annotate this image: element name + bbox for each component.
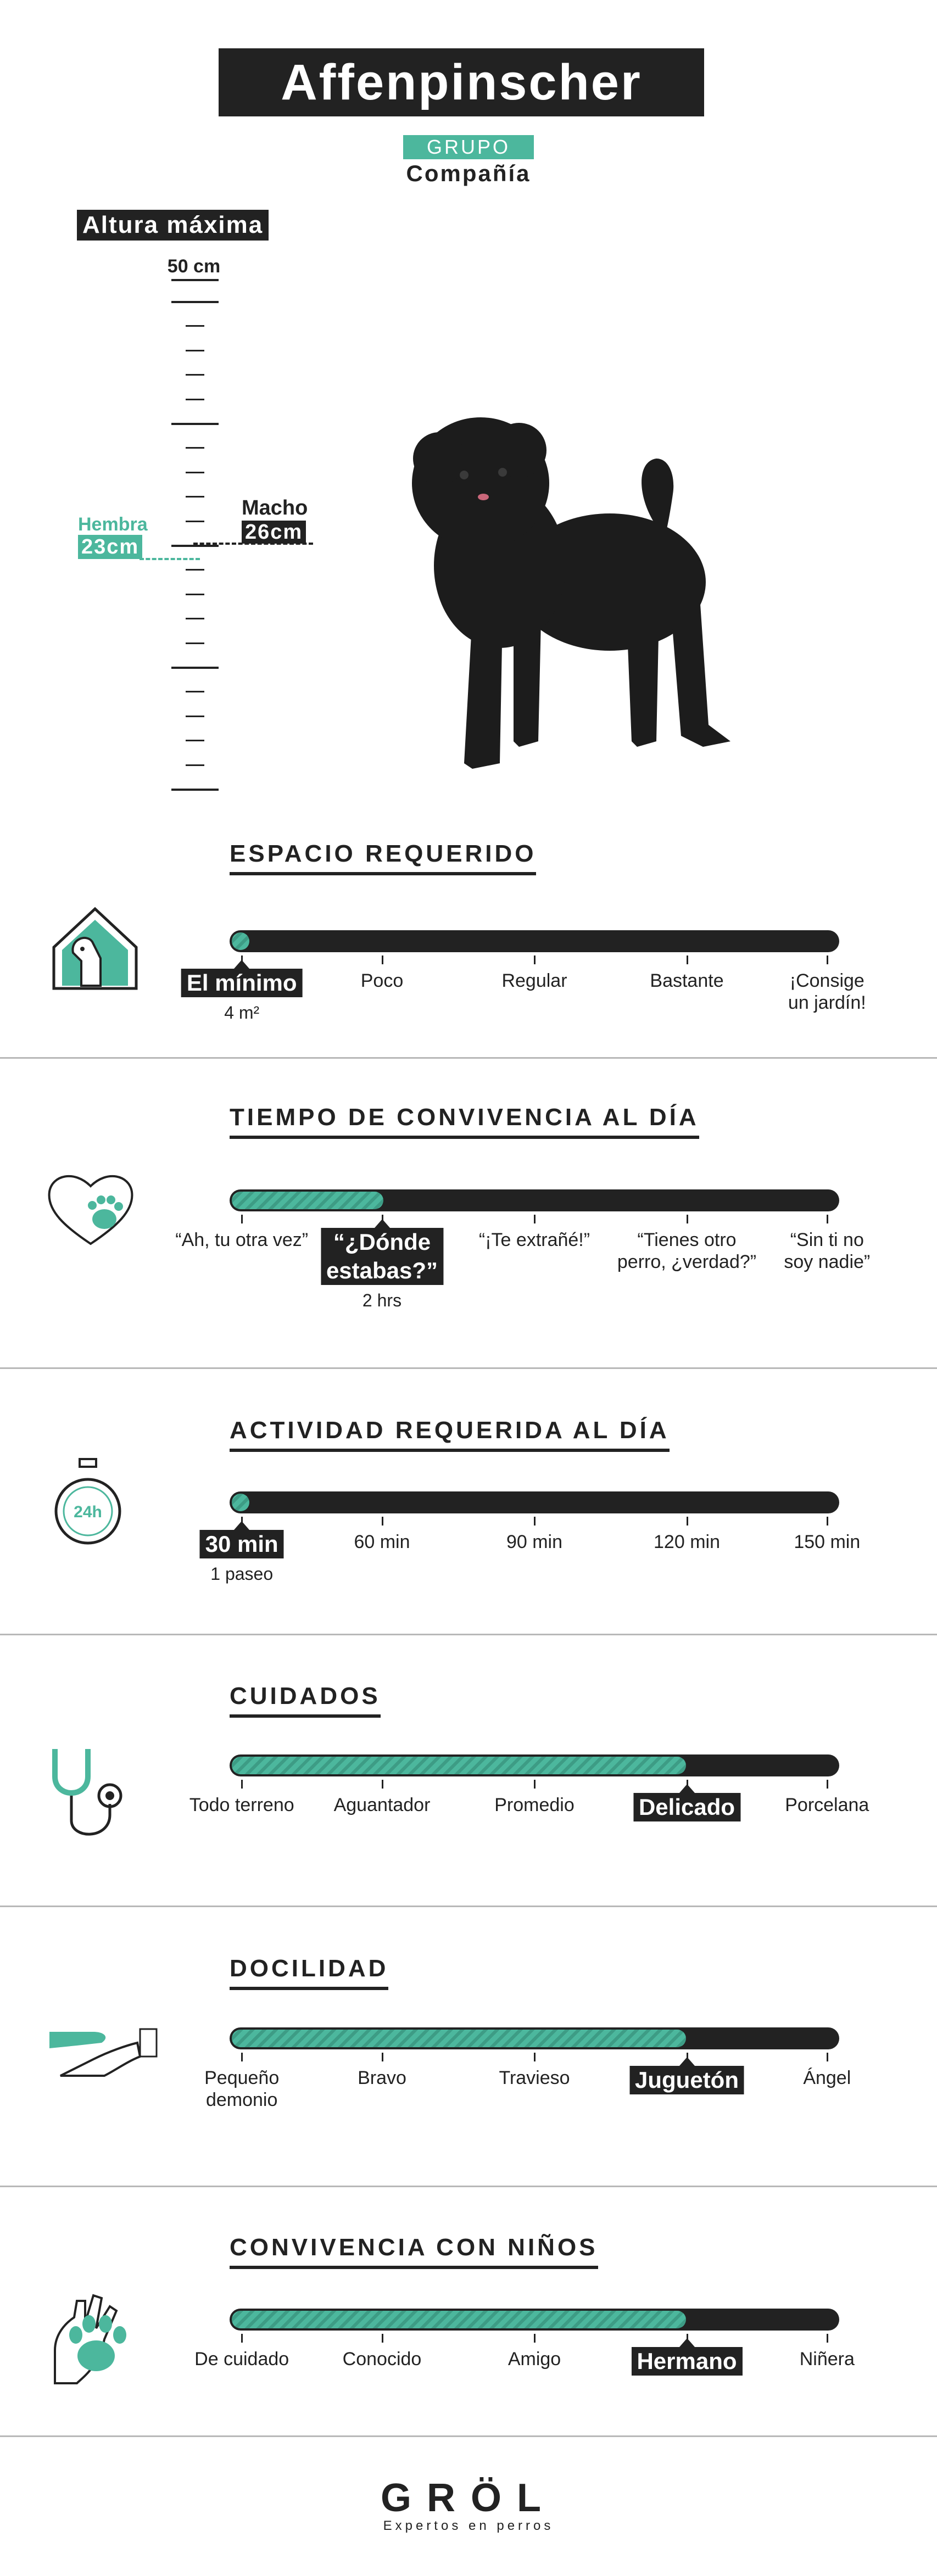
scale-tick: [534, 2334, 536, 2343]
scale-option: “Ah, tu otra vez”: [175, 1230, 309, 1250]
male-height-line: [193, 543, 313, 545]
scale-tick: [382, 1517, 383, 1526]
scale-option: “Sin ti no soy nadie”: [784, 1230, 871, 1272]
scale-option: Aguantador: [333, 1795, 431, 1815]
scale-option: ¡Consige un jardín!: [788, 970, 866, 1013]
scale-tick: [382, 2053, 383, 2061]
female-height-line: [140, 558, 200, 560]
selected-option: Delicado: [633, 1793, 740, 1821]
ruler-tick: [186, 472, 204, 473]
scale-option: 90 min: [506, 1532, 563, 1552]
heart-paw-icon: [44, 1167, 137, 1252]
level-fill: [232, 1494, 249, 1511]
level-fill: [232, 1192, 383, 1209]
scale-tick: [382, 955, 383, 964]
selected-option: “¿Dónde estabas?”: [321, 1228, 443, 1285]
female-height-value: 23cm: [78, 535, 142, 559]
ruler-tick: [186, 496, 204, 498]
scale-tick: [827, 1517, 828, 1526]
scale-tick: [534, 955, 536, 964]
scale-tick: [534, 1517, 536, 1526]
ruler-tick: [186, 716, 204, 717]
scale-option: Bastante: [650, 970, 724, 991]
scale-tick: [687, 1215, 688, 1223]
section-title: CONVIVENCIA CON NIÑOS: [230, 2234, 598, 2269]
level-track: [230, 930, 839, 952]
option-note: 2 hrs: [362, 1290, 402, 1310]
section-title: ESPACIO REQUERIDO: [230, 840, 536, 875]
scale-tick: [534, 1215, 536, 1223]
scale-option: Todo terreno: [189, 1795, 294, 1815]
scale-option: Niñera: [799, 2349, 855, 2370]
scale-tick: [241, 2334, 243, 2343]
section-divider: [0, 2435, 937, 2437]
ruler-tick: [171, 667, 219, 669]
ruler-tick: [186, 691, 204, 692]
selected-pointer: [234, 960, 249, 969]
group-badge: GRUPO: [403, 135, 534, 159]
scale-option: “Tienes otro perro, ¿verdad?”: [617, 1230, 757, 1272]
selected-pointer: [679, 2338, 695, 2347]
ruler-tick: [171, 545, 219, 547]
level-fill: [232, 1757, 686, 1774]
section-divider: [0, 2186, 937, 2187]
male-label: Macho: [242, 496, 308, 519]
scale-option: Conocido: [342, 2349, 422, 2370]
height-title: Altura máxima: [77, 210, 269, 241]
section-divider: [0, 1906, 937, 1907]
option-note: 1 paseo: [210, 1564, 274, 1584]
scale-tick: [827, 2053, 828, 2061]
level-track: [230, 1491, 839, 1513]
ruler-tick: [186, 350, 204, 351]
selected-option: Hermano: [631, 2347, 742, 2376]
ruler-top-line: [171, 279, 219, 281]
ruler-tick: [186, 521, 204, 522]
option-note: 4 m²: [224, 1003, 260, 1022]
level-fill: [232, 932, 249, 950]
scale-option: Pequeño demonio: [204, 2067, 280, 2110]
scale-tick: [827, 955, 828, 964]
scale-option: 60 min: [354, 1532, 410, 1552]
level-track: [230, 2309, 839, 2331]
ruler-tick: [186, 374, 204, 376]
scale-tick: [241, 2053, 243, 2061]
selected-option: 30 min: [200, 1530, 284, 1558]
ruler-tick: [171, 423, 219, 425]
stethoscope-icon: [44, 1744, 137, 1845]
level-track: [230, 1189, 839, 1211]
ruler-tick: [171, 301, 219, 303]
ruler-tick: [186, 569, 204, 571]
scale-tick: [241, 1215, 243, 1223]
scale-tick: [827, 1215, 828, 1223]
stopwatch-24h-icon: [49, 1456, 126, 1552]
level-fill: [232, 2311, 686, 2328]
ruler-tick: [171, 789, 219, 791]
ruler-tick: [186, 325, 204, 327]
scale-option: Porcelana: [785, 1795, 869, 1815]
selected-pointer: [679, 1784, 695, 1793]
ruler-tick: [186, 618, 204, 619]
dog-illustration: [395, 384, 780, 780]
scale-option: Amigo: [507, 2349, 561, 2370]
scale-tick: [827, 2334, 828, 2343]
scale-option: 120 min: [654, 1532, 720, 1552]
female-label: Hembra: [78, 514, 148, 535]
selected-pointer: [375, 1219, 390, 1228]
brand-tagline: Expertos en perros: [383, 2518, 554, 2533]
scale-tick: [687, 955, 688, 964]
scale-tick: [382, 2334, 383, 2343]
section-title: TIEMPO DE CONVIVENCIA AL DÍA: [230, 1104, 699, 1139]
svg-text:24h: 24h: [74, 1503, 102, 1521]
hand-treat-icon: [44, 2015, 165, 2084]
scale-tick: [827, 1780, 828, 1789]
ruler-tick: [186, 642, 204, 644]
scale-option: Promedio: [494, 1795, 575, 1815]
male-height-value: 26cm: [242, 521, 306, 544]
ruler-tick: [186, 594, 204, 595]
scale-option: Regular: [501, 970, 567, 991]
scale-tick: [382, 1780, 383, 1789]
scale-option: Bravo: [358, 2067, 406, 2088]
scale-option: Travieso: [499, 2067, 570, 2088]
scale-tick: [241, 1780, 243, 1789]
section-divider: [0, 1634, 937, 1635]
scale-option: “¡Te extrañé!”: [478, 1230, 590, 1250]
section-title: DOCILIDAD: [230, 1955, 388, 1990]
selected-option: El mínimo: [181, 969, 303, 997]
scale-tick: [534, 1780, 536, 1789]
scale-tick: [534, 2053, 536, 2061]
ruler-tick: [186, 447, 204, 449]
section-title: CUIDADOS: [230, 1683, 381, 1718]
selected-pointer: [234, 1521, 249, 1530]
section-divider: [0, 1057, 937, 1059]
scale-option: Poco: [360, 970, 404, 991]
house-dog-icon: [48, 901, 142, 997]
scale-option: 150 min: [794, 1532, 861, 1552]
level-track: [230, 1754, 839, 1776]
group-name: Compañía: [406, 160, 531, 186]
scale-tick: [687, 1517, 688, 1526]
section-divider: [0, 1367, 937, 1369]
hand-paw-icon: [44, 2290, 137, 2391]
selected-option: Juguetón: [629, 2066, 744, 2094]
scale-option: De cuidado: [194, 2349, 289, 2370]
breed-title: Affenpinscher: [219, 48, 704, 116]
ruler-tick: [186, 399, 204, 400]
selected-pointer: [679, 2057, 695, 2066]
scale-option: Ángel: [803, 2067, 851, 2088]
ruler-tick: [186, 764, 204, 766]
level-track: [230, 2027, 839, 2049]
level-fill: [232, 2030, 686, 2047]
ruler-top-label: 50 cm: [167, 256, 221, 277]
section-title: ACTIVIDAD REQUERIDA AL DÍA: [230, 1417, 670, 1452]
ruler-tick: [186, 740, 204, 741]
brand-logo: GRÖL: [381, 2476, 556, 2520]
